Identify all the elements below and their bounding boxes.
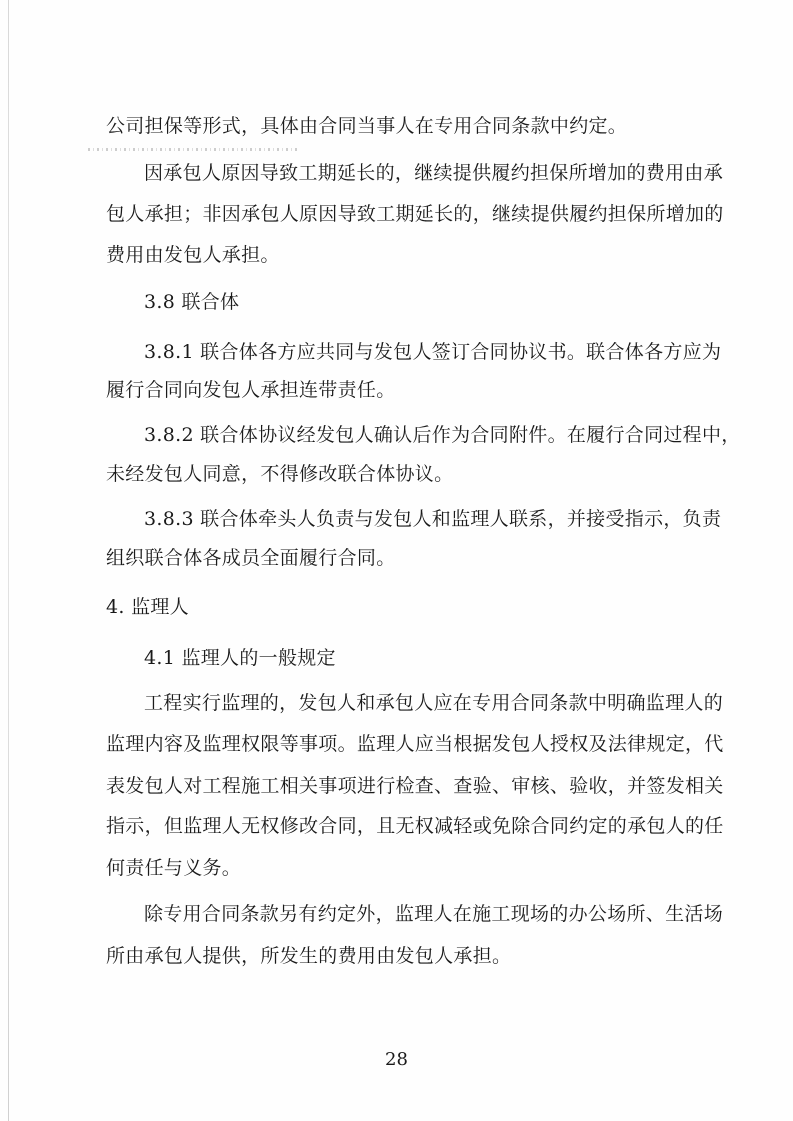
- text-line: 表发包人对工程施工相关事项进行检查、查验、审核、验收，并签发相关: [106, 775, 724, 797]
- page-number: 28: [385, 1049, 408, 1070]
- section-heading-3-8: 3.8 联合体: [144, 291, 240, 313]
- scan-noise-mark: [88, 148, 298, 151]
- text-line: 包人承担；非因承包人原因导致工期延长的，继续提供履约担保所增加的: [106, 203, 724, 225]
- text-line: 未经发包人同意，不得修改联合体协议。: [106, 463, 454, 485]
- text-line: 费用由发包人承担。: [106, 244, 280, 266]
- text-line: 3.8.3 联合体牵头人负责与发包人和监理人联系，并接受指示，负责: [144, 508, 722, 530]
- scan-edge-line: [8, 0, 9, 1121]
- text-line: 指示，但监理人无权修改合同，且无权减轻或免除合同约定的承包人的任: [106, 815, 724, 837]
- text-line: 履行合同向发包人承担连带责任。: [106, 379, 396, 401]
- text-line: 公司担保等形式，具体由合同当事人在专用合同条款中约定。: [106, 115, 628, 137]
- text-line: 3.8.1 联合体各方应共同与发包人签订合同协议书。联合体各方应为: [144, 341, 722, 363]
- text-line: 何责任与义务。: [106, 857, 242, 879]
- text-line: 组织联合体各成员全面履行合同。: [106, 547, 396, 569]
- text-line: 因承包人原因导致工期延长的，继续提供履约担保所增加的费用由承: [144, 162, 724, 184]
- section-heading-4-1: 4.1 监理人的一般规定: [144, 647, 336, 669]
- text-line: 3.8.2 联合体协议经发包人确认后作为合同附件。在履行合同过程中，: [144, 424, 741, 446]
- text-line: 所由承包人提供，所发生的费用由发包人承担。: [106, 945, 512, 967]
- section-heading-4: 4. 监理人: [106, 596, 189, 618]
- text-line: 监理内容及监理权限等事项。监理人应当根据发包人授权及法律规定，代: [106, 733, 724, 755]
- text-line: 工程实行监理的，发包人和承包人应在专用合同条款中明确监理人的: [144, 692, 724, 714]
- text-line: 除专用合同条款另有约定外，监理人在施工现场的办公场所、生活场: [144, 903, 724, 925]
